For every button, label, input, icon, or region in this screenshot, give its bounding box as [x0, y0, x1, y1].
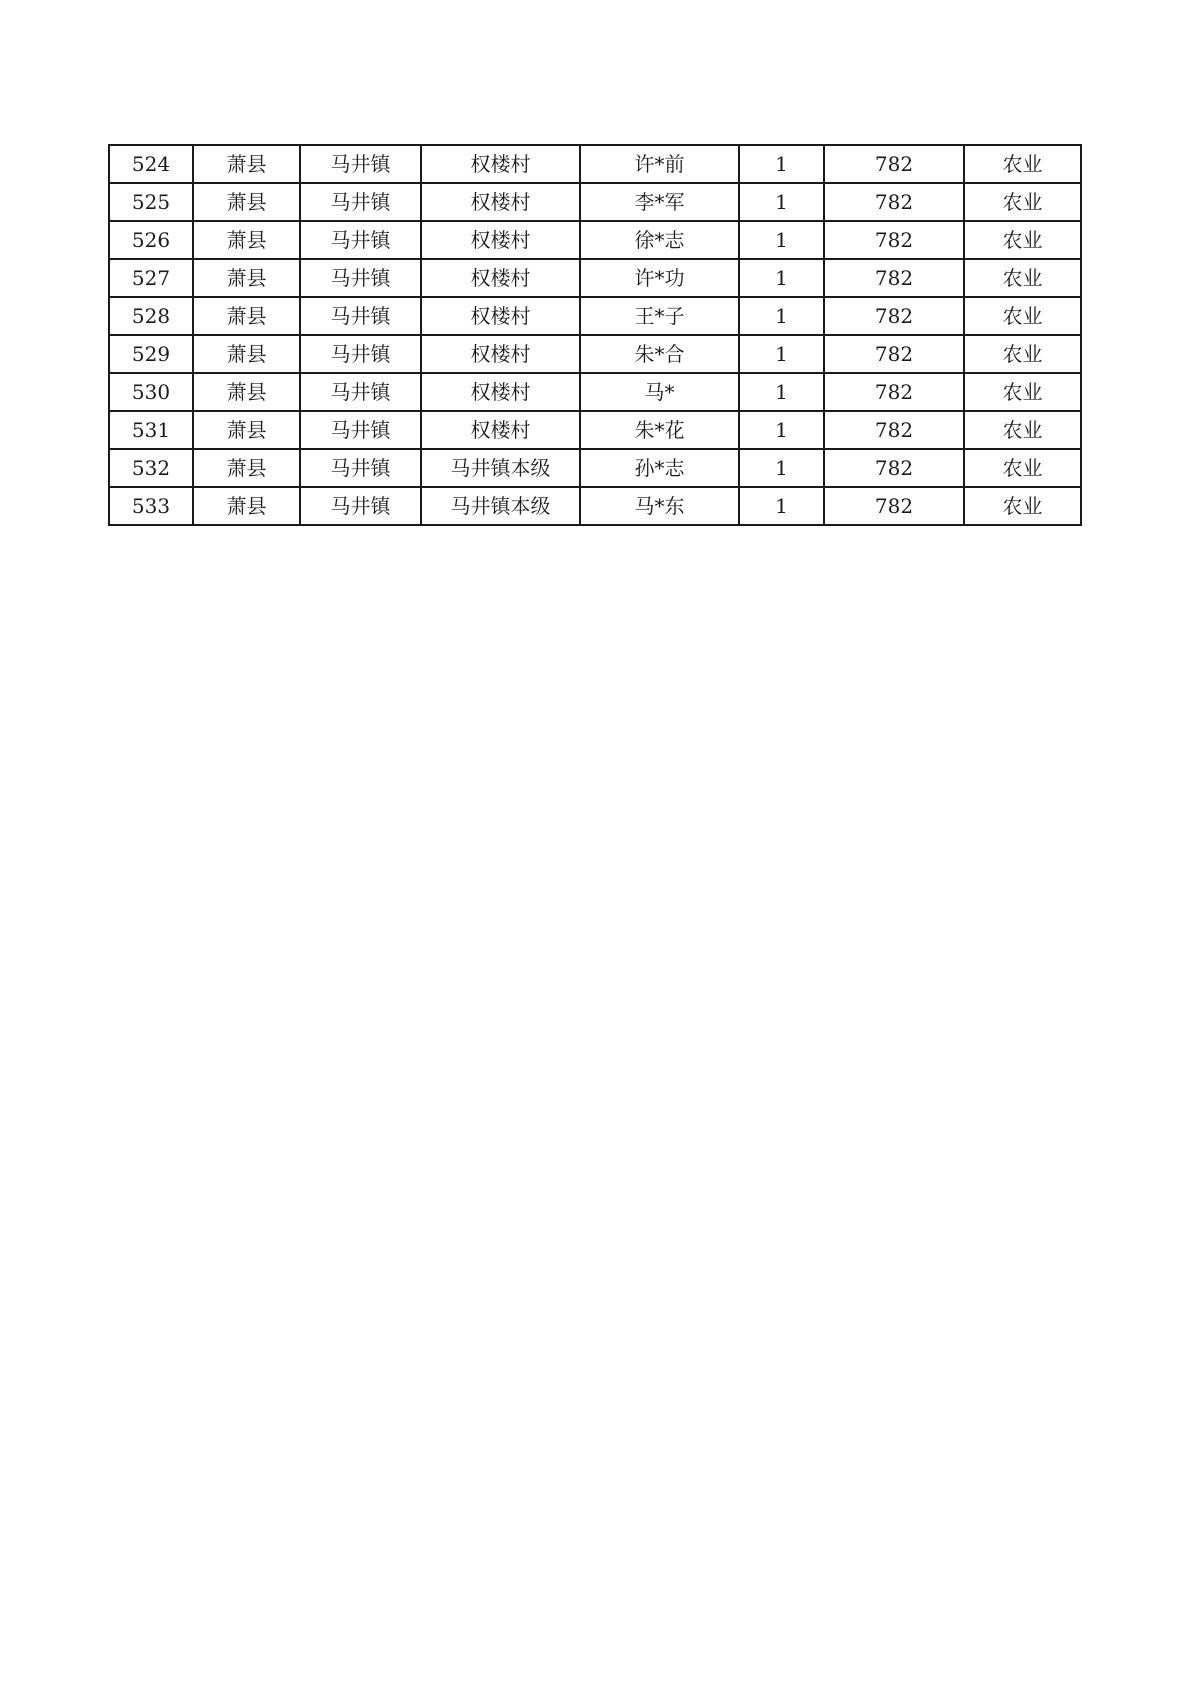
cell-count: 1 — [739, 411, 824, 449]
cell-amount: 782 — [824, 449, 964, 487]
table-row — [109, 487, 1081, 525]
cell-count: 1 — [739, 487, 824, 525]
table-row — [109, 335, 1081, 373]
cell-industry: 农业 — [964, 411, 1081, 449]
cell-no: 528 — [109, 297, 193, 335]
cell-county: 萧县 — [193, 487, 300, 525]
cell-amount: 782 — [824, 373, 964, 411]
cell-village: 权楼村 — [421, 373, 580, 411]
cell-amount: 782 — [824, 183, 964, 221]
cell-industry: 农业 — [964, 373, 1081, 411]
cell-village: 权楼村 — [421, 221, 580, 259]
cell-town: 马井镇 — [300, 145, 421, 183]
cell-count: 1 — [739, 221, 824, 259]
cell-no: 531 — [109, 411, 193, 449]
cell-industry: 农业 — [964, 183, 1081, 221]
cell-industry: 农业 — [964, 335, 1081, 373]
cell-name: 许*前 — [580, 145, 739, 183]
cell-county: 萧县 — [193, 335, 300, 373]
table-row — [109, 373, 1081, 411]
cell-no: 532 — [109, 449, 193, 487]
table-row — [109, 449, 1081, 487]
cell-no: 525 — [109, 183, 193, 221]
cell-no: 527 — [109, 259, 193, 297]
cell-town: 马井镇 — [300, 183, 421, 221]
cell-town: 马井镇 — [300, 373, 421, 411]
cell-village: 马井镇本级 — [421, 487, 580, 525]
cell-county: 萧县 — [193, 297, 300, 335]
cell-town: 马井镇 — [300, 297, 421, 335]
cell-no: 526 — [109, 221, 193, 259]
cell-no: 533 — [109, 487, 193, 525]
table-row — [109, 145, 1081, 183]
cell-county: 萧县 — [193, 221, 300, 259]
cell-count: 1 — [739, 145, 824, 183]
table-row — [109, 183, 1081, 221]
cell-town: 马井镇 — [300, 487, 421, 525]
cell-amount: 782 — [824, 221, 964, 259]
cell-village: 权楼村 — [421, 145, 580, 183]
table-row — [109, 297, 1081, 335]
table-row — [109, 221, 1081, 259]
cell-count: 1 — [739, 449, 824, 487]
cell-industry: 农业 — [964, 487, 1081, 525]
cell-name: 朱*花 — [580, 411, 739, 449]
cell-no: 530 — [109, 373, 193, 411]
table-row — [109, 259, 1081, 297]
cell-industry: 农业 — [964, 259, 1081, 297]
roster-table — [108, 144, 1082, 526]
cell-name: 许*功 — [580, 259, 739, 297]
cell-name: 马*东 — [580, 487, 739, 525]
cell-county: 萧县 — [193, 183, 300, 221]
cell-name: 徐*志 — [580, 221, 739, 259]
cell-village: 权楼村 — [421, 297, 580, 335]
cell-no: 524 — [109, 145, 193, 183]
cell-amount: 782 — [824, 335, 964, 373]
cell-name: 李*军 — [580, 183, 739, 221]
cell-industry: 农业 — [964, 297, 1081, 335]
cell-amount: 782 — [824, 145, 964, 183]
cell-industry: 农业 — [964, 449, 1081, 487]
cell-town: 马井镇 — [300, 221, 421, 259]
cell-town: 马井镇 — [300, 411, 421, 449]
cell-no: 529 — [109, 335, 193, 373]
cell-name: 朱*合 — [580, 335, 739, 373]
cell-amount: 782 — [824, 411, 964, 449]
cell-industry: 农业 — [964, 145, 1081, 183]
cell-count: 1 — [739, 183, 824, 221]
cell-county: 萧县 — [193, 259, 300, 297]
cell-town: 马井镇 — [300, 259, 421, 297]
cell-amount: 782 — [824, 297, 964, 335]
cell-industry: 农业 — [964, 221, 1081, 259]
cell-amount: 782 — [824, 259, 964, 297]
cell-county: 萧县 — [193, 145, 300, 183]
roster-table-body — [109, 145, 1081, 525]
cell-town: 马井镇 — [300, 335, 421, 373]
cell-village: 权楼村 — [421, 183, 580, 221]
cell-name: 马* — [580, 373, 739, 411]
cell-count: 1 — [739, 335, 824, 373]
cell-name: 孙*志 — [580, 449, 739, 487]
cell-county: 萧县 — [193, 373, 300, 411]
cell-county: 萧县 — [193, 411, 300, 449]
table-row — [109, 411, 1081, 449]
cell-amount: 782 — [824, 487, 964, 525]
cell-count: 1 — [739, 297, 824, 335]
cell-count: 1 — [739, 259, 824, 297]
cell-county: 萧县 — [193, 449, 300, 487]
cell-village: 权楼村 — [421, 335, 580, 373]
cell-village: 权楼村 — [421, 411, 580, 449]
cell-village: 马井镇本级 — [421, 449, 580, 487]
cell-town: 马井镇 — [300, 449, 421, 487]
cell-name: 王*子 — [580, 297, 739, 335]
cell-count: 1 — [739, 373, 824, 411]
cell-village: 权楼村 — [421, 259, 580, 297]
